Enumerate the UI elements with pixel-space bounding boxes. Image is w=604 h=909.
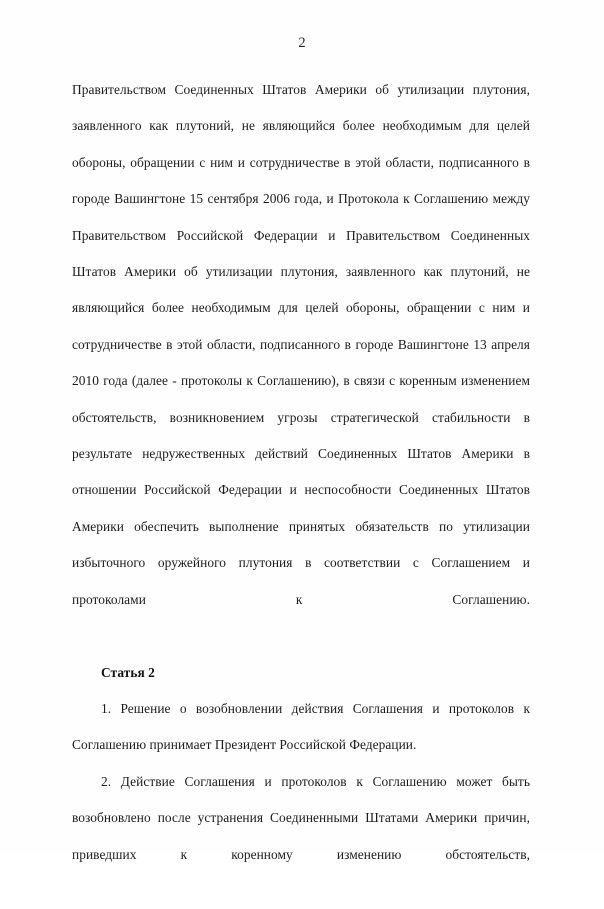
article-heading: Статья 2 [101, 664, 155, 680]
page-number: 2 [298, 35, 306, 51]
clause-1: 1. Решение о возобновлении действия Соглашения и протоколов к Соглашению принимает Президент Российской Федерации. [72, 700, 530, 753]
clause-2: 2. Действие Соглашения и протоколов к Соглашению может быть возобновлено после устранения Соединенными Штатами Америки причин, приведших к коренному изменению обстоятельств, [72, 773, 530, 862]
document-body [72, 72, 530, 909]
paragraph-continuation: Правительством Соединенных Штатов Америки об утилизации плутония, заявленного как плутоний, не являющийся более необходимым для целей обороны, обращении с ним и сотрудничестве в этой области, подписанного в городе Вашингтоне 15 сентября 2006 года, и Протокола к Соглашению между Правительством Российской Федерации и Правительством Соединенных Штатов Америки об утилизации плутония, заявленного как плутоний, не являющийся более необходимым для целей обороны, обращении с ним и сотрудничестве в этой области, подписанного в городе Вашингтоне 13 апреля 2010 года (далее - протоколы к Соглашению), в связи с коренным изменением обстоятельств, возникновением угрозы стратегической стабильности в результате недружественных действий Соединенных Штатов Америки в отношении Российской Федерации и неспособности Соединенных Штатов Америки обеспечить выполнение принятых обязательств по утилизации избыточного оружейного плутония в соответствии с Соглашением и протоколами к Соглашению. [72, 82, 530, 607]
